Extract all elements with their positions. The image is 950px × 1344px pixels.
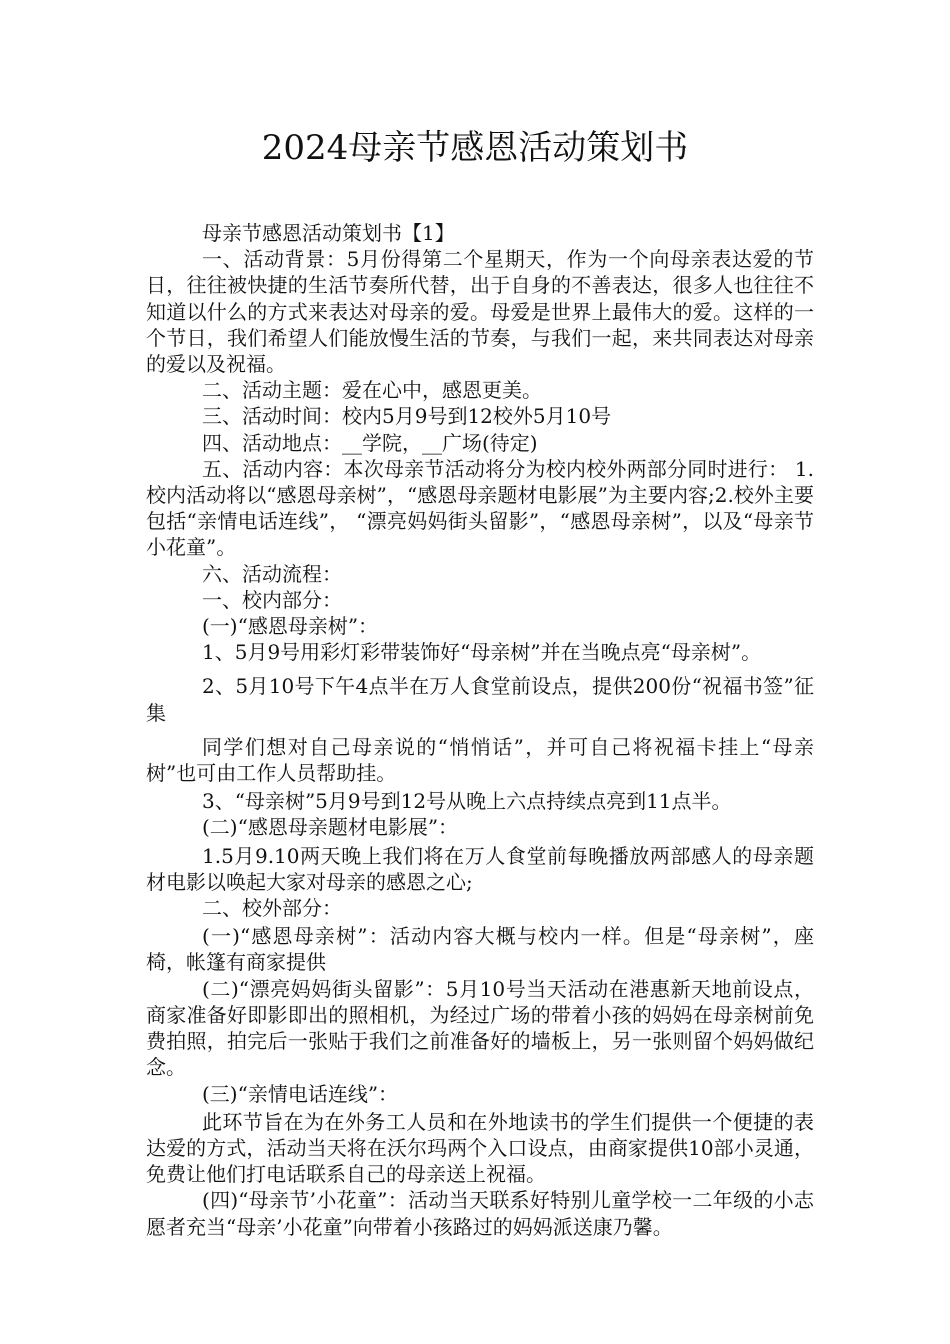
document-body xyxy=(146,220,814,1240)
paragraph-on-campus: 一、校内部分： xyxy=(202,587,342,612)
paragraph-flower-child: (四)“母亲节’小花童”：活动当天联系好特别儿童学校一二年级的小志愿者充当“母亲’小花童”向带着小孩路过的妈妈派送康乃馨。 xyxy=(146,1188,814,1239)
paragraph-theme: 二、活动主题：爱在心中，感恩更美。 xyxy=(202,378,542,403)
paragraph-tree-1: 1、5月9号用彩灯彩带装饰好“母亲树”并在当晚点亮“母亲树”。 xyxy=(202,640,762,665)
paragraph-tree-2: 2、5月10号下午4点半在万人食堂前设点，提供200份“祝福书签”征集 xyxy=(146,674,814,725)
paragraph-time: 三、活动时间：校内5月9号到12校外5月10号 xyxy=(202,404,612,429)
paragraph-off-tree: (一)“感恩母亲树”：活动内容大概与校内一样。但是“母亲树”，座椅，帐篷有商家提供 xyxy=(146,924,814,975)
document-title: 2024母亲节感恩活动策划书 xyxy=(261,128,689,168)
paragraph-content: 五、活动内容：本次母亲节活动将分为校内校外两部分同时进行： 1.校内活动将以“感恩母亲树”，“感恩母亲题材电影展”为主要内容;2.校外主要包括“亲情电话连线”， “漂亮妈妈街头留影”，“感恩母亲树”，以及“母亲节小花童”。 xyxy=(146,456,814,560)
paragraph-background: 一、活动背景：5月份得第二个星期天，作为一个向母亲表达爱的节日，往往被快捷的生活节奏所代替，出于自身的不善表达，很多人也往往不知道以什么的方式来表达对母亲的爱。母爱是世界上最伟大的爱。这样的一个节日，我们希望人们能放慢生活的节奏，与我们一起，来共同表达对母亲的爱以及祝福。 xyxy=(146,247,814,377)
paragraph-off-campus: 二、校外部分： xyxy=(202,896,342,921)
paragraph-phone: 此环节旨在为在外务工人员和在外地读书的学生们提供一个便捷的表达爱的方式，活动当天将在沃尔玛两个入口设点，由商家提供10部小灵通，免费让他们打电话联系自己的母亲送上祝福。 xyxy=(146,1109,814,1187)
paragraph-phone-heading: (三)“亲情电话连线”： xyxy=(202,1081,399,1106)
paragraph-location: 四、活动地点：__学院，__广场(待定) xyxy=(202,430,538,455)
paragraph-process: 六、活动流程： xyxy=(202,561,342,586)
paragraph-film-1: 1.5月9.10两天晚上我们将在万人食堂前每晚播放两部感人的母亲题材电影以唤起大家对母亲的感恩之心; xyxy=(146,843,814,894)
paragraph-tree-3: 3、“母亲树”5月9号到12号从晚上六点持续点亮到11点半。 xyxy=(202,789,732,814)
section-heading: 母亲节感恩活动策划书【1】 xyxy=(202,221,455,245)
paragraph-photo: (二)“漂亮妈妈街头留影”：5月10号当天活动在港惠新天地前设点，商家准备好即影即出的照相机，为经过广场的带着小孩的妈妈在母亲树前免费拍照，拍完后一张贴于我们之前准备好的墙板上，另一张则留个妈妈做纪念。 xyxy=(146,976,814,1080)
paragraph-whisper: 同学们想对自己母亲说的“悄悄话”，并可自己将祝福卡挂上“母亲树”也可由工作人员帮助挂。 xyxy=(146,734,814,786)
paragraph-tree-heading: (一)“感恩母亲树”： xyxy=(202,614,379,639)
paragraph-film-heading: (二)“感恩母亲题材电影展”： xyxy=(202,815,459,840)
